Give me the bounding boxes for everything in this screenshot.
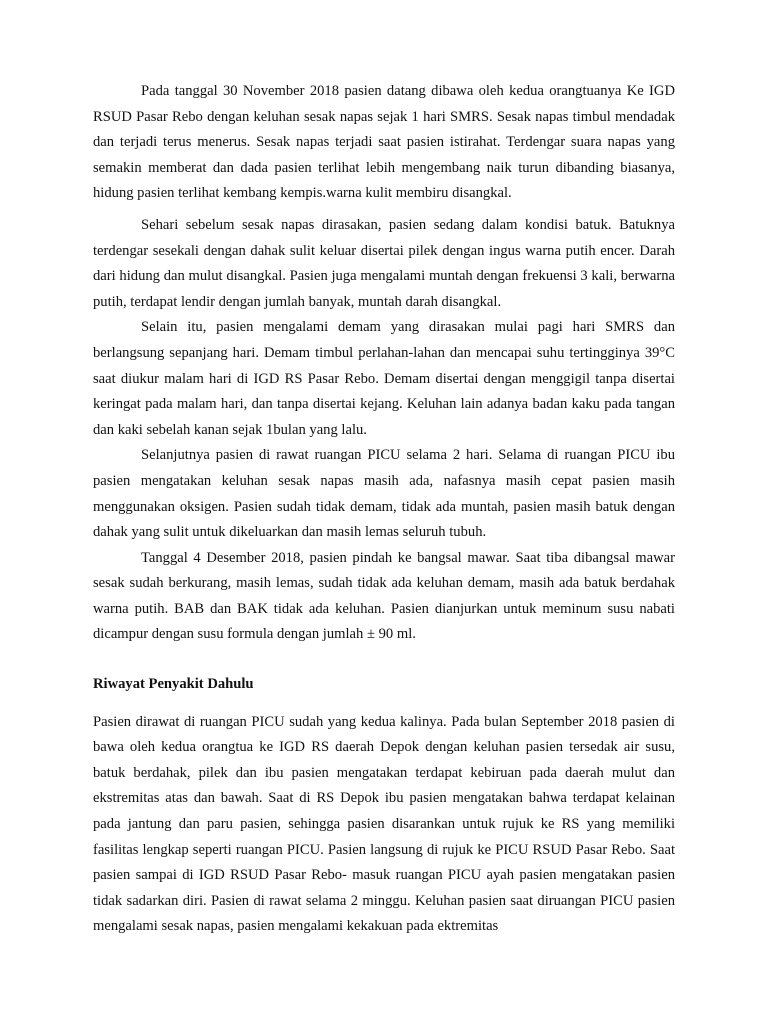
paragraph-cough: Sehari sebelum sesak napas dirasakan, pasien sedang dalam kondisi batuk. Batuknya terdengar sesekali dengan dahak sulit keluar disertai pilek dengan ingus warna putih encer. Darah dari hidung dan mulut disangkal. Pasien juga mengalami muntah dengan frekuensi 3 kali, berwarna putih, terdapat lendir dengan jumlah banyak, muntah darah disangkal. [93,216,675,310]
paragraph-history: Pasien dirawat di ruangan PICU sudah yang kedua kalinya. Pada bulan September 2018 pasien di bawa oleh kedua orangtua ke IGD RS daerah Depok dengan keluhan pasien tersedak air susu, batuk berdahak, pilek dan ibu pasien mengatakan terdapat kebiruan pada daerah mulut dan ekstremitas atas dan bawah. Saat di RS Depok ibu pasien mengatakan bahwa terdapat kelainan pada jantung dan paru pasien, sehingga pasien disarankan untuk rujuk ke RS yang memiliki fasilitas lengkap seperti ruangan PICU. Pasien langsung di rujuk ke PICU RSUD Pasar Rebo. Saat pasien sampai di IGD RSUD Pasar Rebo- masuk ruangan PICU ayah pasien mengatakan pasien tidak sadarkan diri. Pasien di rawat selama 2 minggu. Keluhan pasien saat diruangan PICU pasien mengalami sesak napas, pasien mengalami kekakuan pada ektremitas [93,713,675,935]
paragraph-picu: Selanjutnya pasien di rawat ruangan PICU selama 2 hari. Selama di ruangan PICU ibu pasien mengatakan keluhan sesak napas masih ada, nafasnya masih cepat pasien masih menggunakan oksigen. Pasien sudah tidak demam, tidak ada muntah, pasien masih batuk dengan dahak yang sulit untuk dikeluarkan dan masih lemas seluruh tubuh. [93,447,675,541]
paragraph-fever: Selain itu, pasien mengalami demam yang dirasakan mulai pagi hari SMRS dan berlangsung sepanjang hari. Demam timbul perlahan-lahan dan mencapai suhu tertingginya 39°C saat diukur malam hari di IGD RS Pasar Rebo. Demam disertai dengan menggigil tanpa disertai keringat pada malam hari, dan tanpa disertai kejang. Keluhan lain adanya badan kaku pada tangan dan kaki sebelah kanan sejak 1bulan yang lalu. [93,319,675,438]
section-title: Riwayat Penyakit Dahulu [93,676,254,693]
paragraph-ward: Tanggal 4 Desember 2018, pasien pindah ke bangsal mawar. Saat tiba dibangsal mawar sesak sudah berkurang, masih lemas, sudah tidak ada keluhan demam, masih ada batuk berdahak warna putih. BAB dan BAK tidak ada keluhan. Pasien dianjurkan untuk meminum susu nabati dicampur dengan susu formula dengan jumlah ± 90 ml. [93,549,675,643]
document-page [93,79,675,940]
paragraph-admission: Pada tanggal 30 November 2018 pasien datang dibawa oleh kedua orangtuanya Ke IGD RSUD Pasar Rebo dengan keluhan sesak napas sejak 1 hari SMRS. Sesak napas timbul mendadak dan terjadi terus menerus. Sesak napas terjadi saat pasien istirahat. Terdengar suara napas yang semakin memberat dan dada pasien terlihat lebih mengembang naik turun dibanding biasanya, hidung pasien terlihat kembang kempis.warna kulit membiru disangkal. [93,83,675,202]
